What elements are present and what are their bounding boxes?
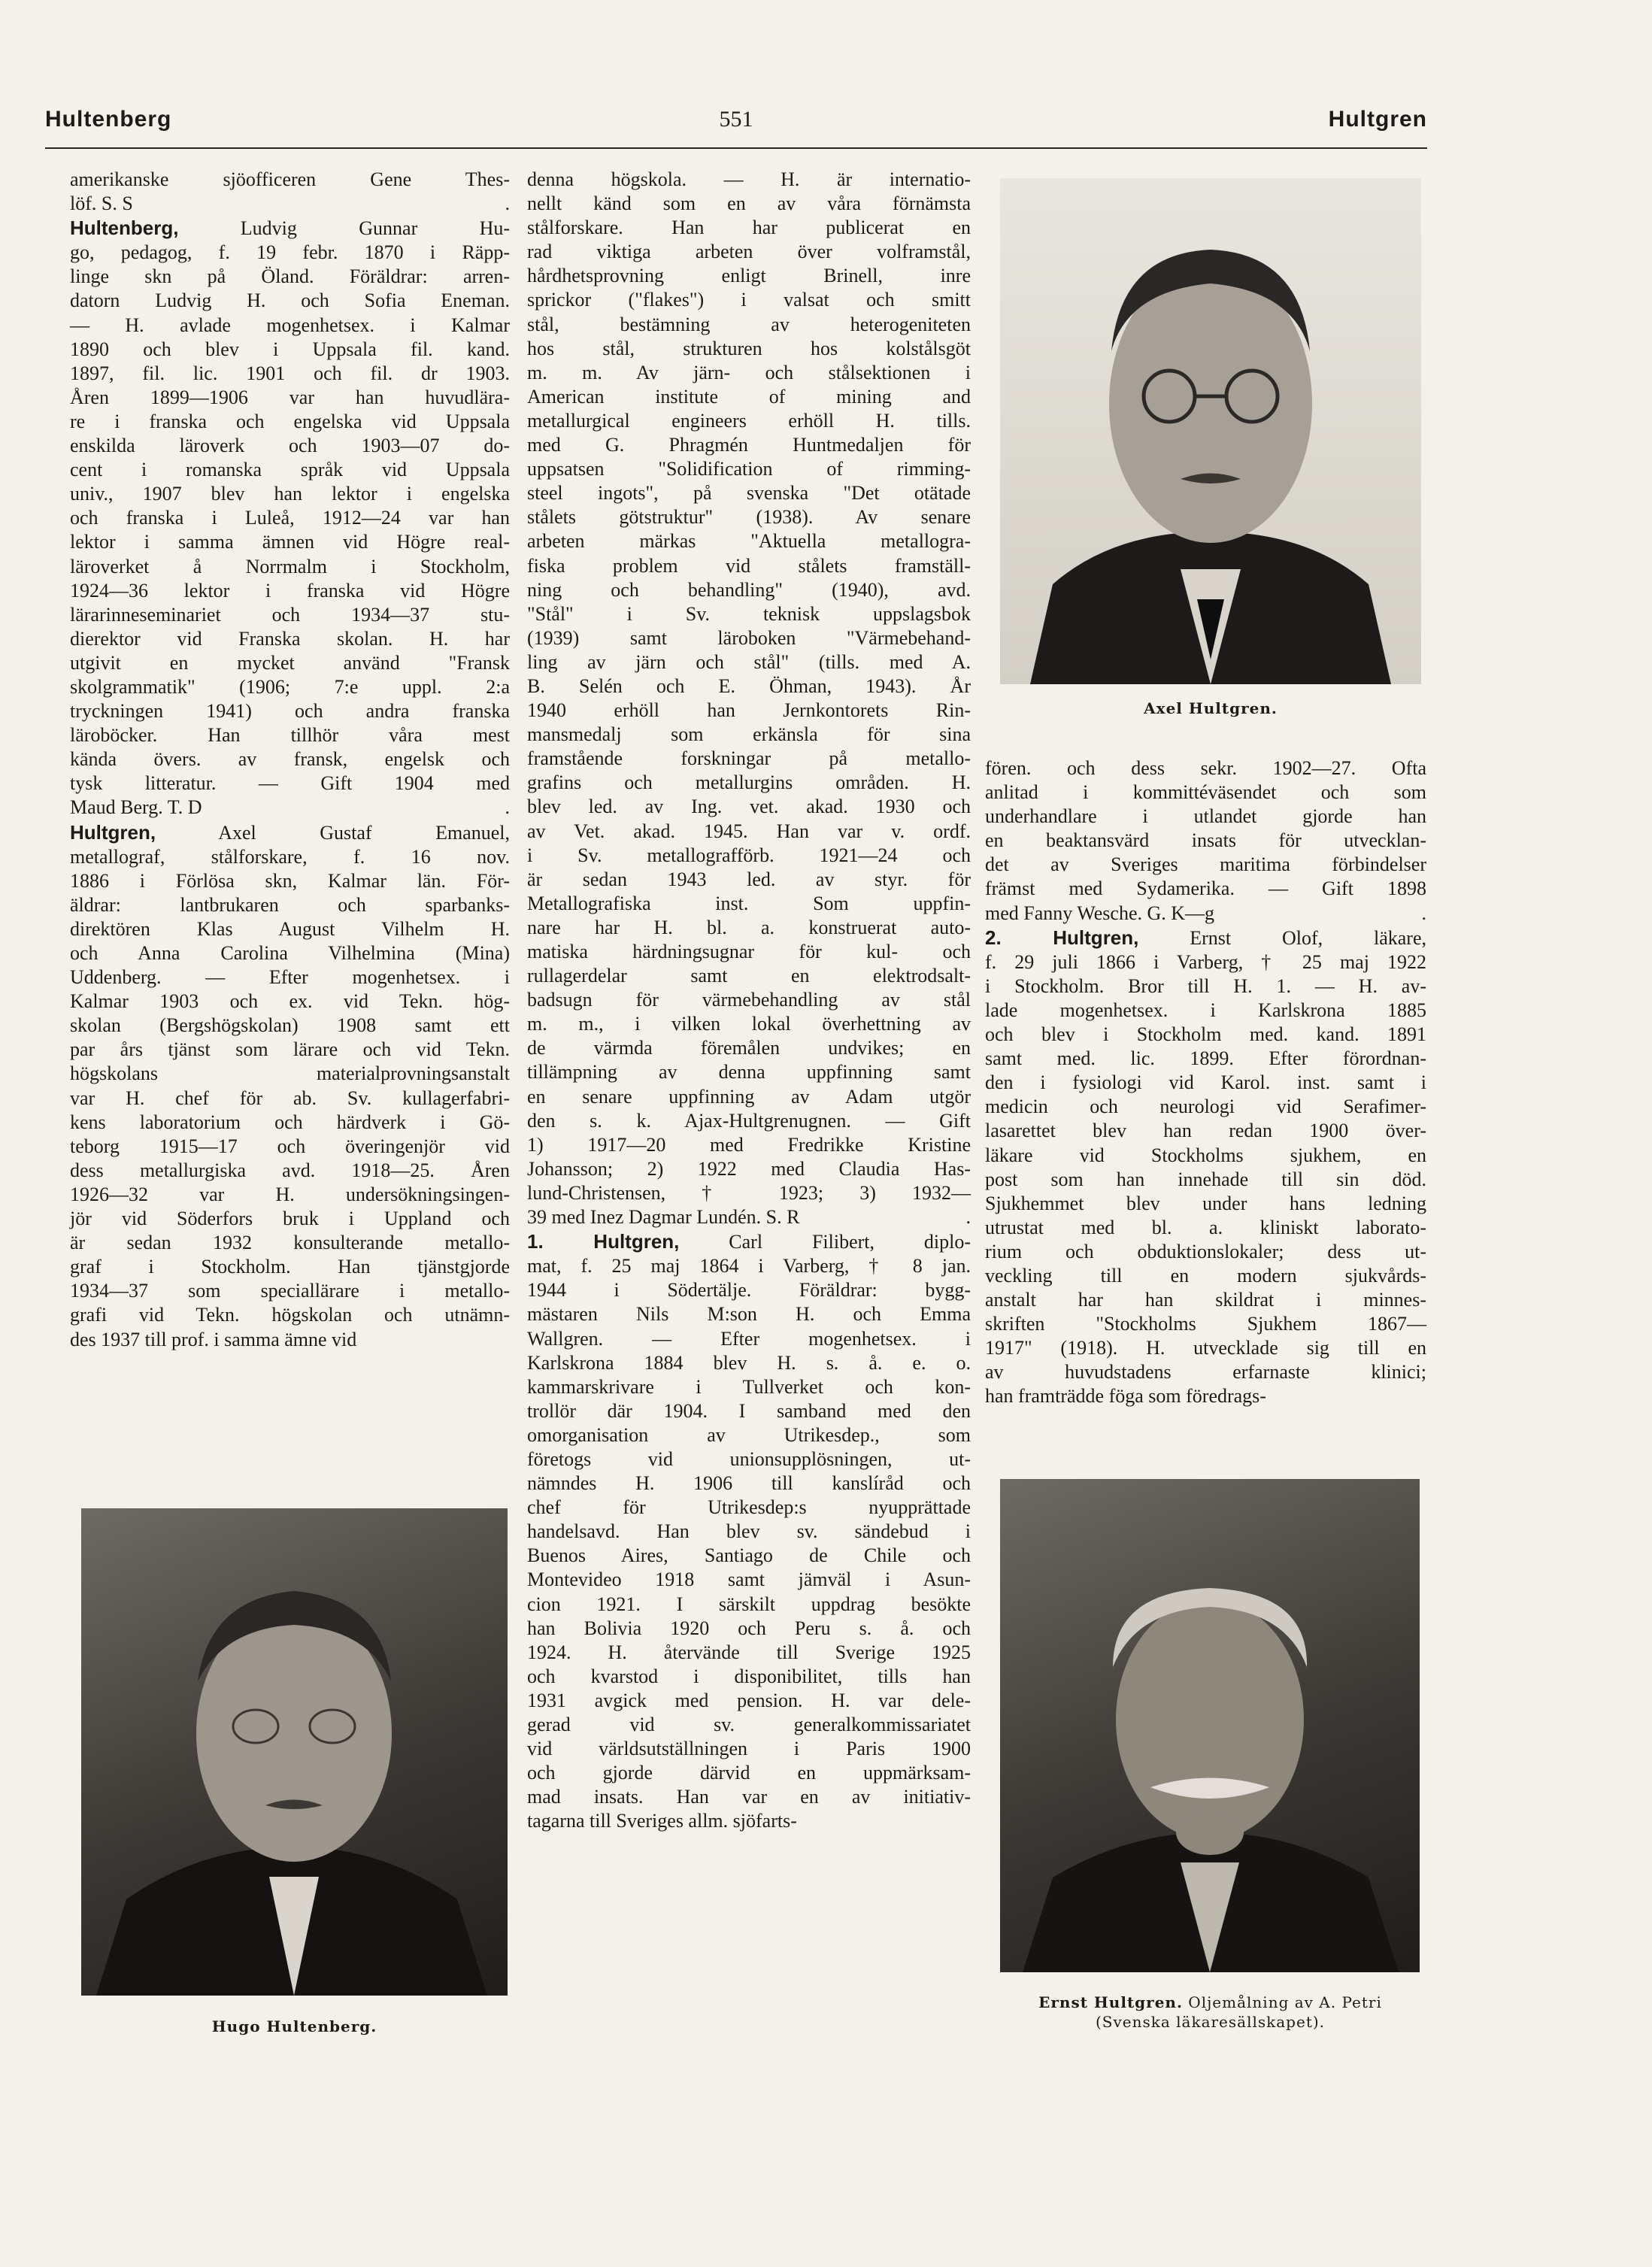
text-line: univ., 1907 blev han lektor i engelska [70, 483, 510, 505]
text-line: lund-Christensen, † 1923; 3) 1932— [527, 1181, 971, 1204]
text-line: och blev i Stockholm med. kand. 1891 [985, 1023, 1426, 1046]
text-line: och franska i Luleå, 1912—24 var han [70, 507, 510, 529]
text-line: nare har H. bl. a. konstruerat auto- [527, 916, 971, 938]
text-line: rium och obduktionslokaler; dess ut- [985, 1240, 1426, 1262]
text-line: i Sv. metallografförb. 1921—24 och [527, 844, 971, 866]
header-right-keyword: Hultgren [1328, 107, 1427, 132]
text-line: go, pedagog, f. 19 febr. 1870 i Räpp- [70, 241, 510, 264]
text-column-3 [985, 756, 1426, 1409]
text-line: 39 med Inez Dagmar Lundén. S. R . [527, 1206, 971, 1229]
text-line: Johansson; 2) 1922 med Claudia Has- [527, 1157, 971, 1180]
text-line: utrustat med bl. a. kliniskt laborato- [985, 1216, 1426, 1238]
text-line: teborg 1915—17 och överingenjör vid [70, 1135, 510, 1157]
text-line: skriften "Stockholms Sjukhem 1867— [985, 1313, 1426, 1335]
text-line: skolgrammatik" (1906; 7:e uppl. 2:a [70, 675, 510, 698]
text-line: hårdhetsprovning enligt Brinell, inre [527, 265, 971, 287]
text-line: han framträdde föga som föredrags- [985, 1385, 1266, 1408]
text-line: vid världsutställningen i Paris 1900 [527, 1738, 971, 1760]
text-line: grafins och metallurgins områden. H. [527, 771, 971, 794]
text-line: Hultgren, Axel Gustaf Emanuel, [70, 820, 510, 844]
caption-ernst-name: Ernst Hultgren. [1038, 1993, 1183, 2011]
text-line: stål, bestämning av heterogeniteten [527, 313, 971, 335]
text-line: 1944 i Södertälje. Föräldrar: bygg- [527, 1279, 971, 1302]
text-line: 1897, fil. lic. 1901 och fil. dr 1903. [70, 362, 510, 384]
text-line: — H. avlade mogenhetsex. i Kalmar [70, 314, 510, 336]
text-line: dess metallurgiska avd. 1918—25. Åren [70, 1159, 510, 1181]
caption-ernst-line2: (Svenska läkaresällskapet). [1095, 2013, 1326, 2031]
text-line: omorganisation av Utrikesdep., som [527, 1423, 971, 1446]
text-line: Sjukhemmet blev under hans ledning [985, 1192, 1426, 1214]
caption-axel: Axel Hultgren. [1144, 699, 1278, 717]
text-line: arbeten märkas "Aktuella metallogra- [527, 530, 971, 553]
text-line: högskolans materialprovningsanstalt [70, 1062, 510, 1085]
caption-hugo: Hugo Hultenberg. [211, 2017, 377, 2035]
text-line: denna högskola. — H. är internatio- [527, 168, 971, 190]
text-line: 1. Hultgren, Carl Filibert, diplo- [527, 1230, 971, 1253]
text-line: 2. Hultgren, Ernst Olof, läkare, [985, 926, 1426, 949]
text-line: med Fanny Wesche. G. K—g . [985, 902, 1426, 924]
text-line: de värmda föremålen undvikes; en [527, 1037, 971, 1059]
text-line: mad insats. Han var en av initiativ- [527, 1786, 971, 1808]
text-line: Montevideo 1918 samt jämväl i Asun- [527, 1568, 971, 1591]
text-line: steel ingots", på svenska "Det otätade [527, 482, 971, 505]
text-line: cent i romanska språk vid Uppsala [70, 459, 510, 481]
text-line: nellt känd som en av våra förnämsta [527, 192, 971, 215]
text-line: fören. och dess sekr. 1902—27. Ofta [985, 757, 1426, 779]
text-line: det av Sveriges maritima förbindelser [985, 853, 1426, 876]
text-line: enskilda läroverk och 1903—07 do- [70, 435, 510, 457]
text-line: tysk litteratur. — Gift 1904 med [70, 772, 510, 795]
text-line: tillämpning av denna uppfinning samt [527, 1061, 971, 1083]
text-line: 1926—32 var H. undersökningsingen- [70, 1183, 510, 1205]
text-line: graf i Stockholm. Han tjänstgjorde [70, 1256, 510, 1278]
text-line: var H. chef för ab. Sv. kullagerfabri- [70, 1087, 510, 1109]
text-line: tagarna till Sveriges allm. sjöfarts- [527, 1810, 797, 1832]
text-column-2 [527, 168, 971, 1833]
text-line: främst med Sydamerika. — Gift 1898 [985, 877, 1426, 900]
text-line: grafi vid Tekn. högskolan och utnämn- [70, 1304, 510, 1326]
text-line: en senare uppfinning av Adam utgör [527, 1085, 971, 1108]
text-line: sprickor ("flakes") i valsat och smitt [527, 289, 971, 311]
text-line: framstående forskningar på metallo- [527, 747, 971, 770]
text-line: 1917" (1918). H. utvecklade sig till en [985, 1337, 1426, 1359]
text-line: samt med. lic. 1899. Efter förordnan- [985, 1047, 1426, 1070]
text-line: företogs vid unionsupplösningen, ut- [527, 1447, 971, 1470]
text-line: m. m., i vilken lokal överhettning av [527, 1013, 971, 1035]
text-line: American institute of mining and [527, 385, 971, 408]
text-line: lektor i samma ämnen vid Högre real- [70, 531, 510, 553]
text-line: matiska härdningsugnar för kul- och [527, 941, 971, 962]
text-line: 1924—36 lektor i franska vid Högre [70, 579, 510, 602]
text-line: och gjorde därvid en uppmärksam- [527, 1762, 971, 1784]
text-line: Hultenberg, Ludvig Gunnar Hu- [70, 217, 510, 240]
text-line: ning och behandling" (1940), avd. [527, 578, 971, 601]
text-line: stålets götstruktur" (1938). Av senare [527, 506, 971, 529]
text-line: lärarinneseminariet och 1934—37 stu- [70, 603, 510, 626]
text-line: med G. Phragmén Huntmedaljen för [527, 434, 971, 456]
text-line: metallograf, stålforskare, f. 16 nov. [70, 845, 510, 868]
text-line: (1939) samt läroboken "Värmebehand- [527, 626, 971, 649]
text-line: är sedan 1932 konsulterande metallo- [70, 1232, 510, 1254]
text-line: gerad vid sv. generalkommissariatet [527, 1714, 971, 1735]
text-line: hos stål, strukturen hos kolstålsgöt [527, 337, 971, 359]
text-line: lasarettet blev han redan 1900 över- [985, 1120, 1426, 1142]
text-line: utgivit en mycket använd "Fransk [70, 651, 510, 674]
text-line: 1) 1917—20 med Fredrikke Kristine [527, 1133, 971, 1156]
text-line: metallurgical engineers erhöll H. tills. [527, 409, 971, 432]
text-line: dierektor vid Franska skolan. H. har [70, 627, 510, 650]
text-line: uppsatsen "Solidification of rimming- [527, 458, 971, 480]
text-line: anstalt har han skildrat i minnes- [985, 1289, 1426, 1311]
text-line: ling av järn och stål" (tills. med A. [527, 650, 971, 673]
text-line: och Anna Carolina Vilhelmina (Mina) [70, 942, 510, 964]
text-line: äldrar: lantbrukaren och sparbanks- [70, 893, 510, 916]
portrait-ernst-hultgren [1000, 1479, 1420, 1972]
text-line: är sedan 1943 led. av styr. för [527, 868, 971, 890]
text-line: mästaren Nils M:son H. och Emma [527, 1303, 971, 1326]
text-line: skolan (Bergshögskolan) 1908 samt ett [70, 1014, 510, 1037]
text-line: f. 29 juli 1866 i Varberg, † 25 maj 1922 [985, 950, 1426, 973]
text-line: jör vid Söderfors bruk i Uppland och [70, 1208, 510, 1230]
text-line: tryckningen 1941) och andra franska [70, 700, 510, 723]
text-line: och kvarstod i disponibilitet, tills han [527, 1665, 971, 1687]
text-line: Uddenberg. — Efter mogenhetsex. i [70, 966, 510, 989]
text-line: fiska problem vid stålets framställ- [527, 554, 971, 577]
text-line: veckling till en modern sjukvårds- [985, 1264, 1426, 1287]
text-line: 1890 och blev i Uppsala fil. kand. [70, 338, 510, 360]
text-line: chef för Utrikesdep:s nyupprättade [527, 1496, 971, 1519]
text-line: Åren 1899—1906 var han huvudlära- [70, 386, 510, 408]
page-number: 551 [719, 107, 753, 132]
text-line: m. m. Av järn- och stålsektionen i [527, 361, 971, 383]
text-line: direktören Klas August Vilhelm H. [70, 917, 510, 940]
text-line: läroböcker. Han tillhör våra mest [70, 724, 510, 747]
text-line: Metallografiska inst. Som uppfin- [527, 892, 971, 914]
text-line: mat, f. 25 maj 1864 i Varberg, † 8 jan. [527, 1255, 971, 1277]
text-line: Buenos Aires, Santiago de Chile och [527, 1544, 971, 1567]
text-line: rullagerdelar samt en elektrodsalt- [527, 965, 971, 987]
text-line: anlitad i kommittéväsendet och som [985, 781, 1426, 804]
text-line: kammarskrivare i Tullverket och kon- [527, 1375, 971, 1398]
text-line: par års tjänst som lärare och vid Tekn. [70, 1038, 510, 1061]
text-line: lade mogenhetsex. i Karlskrona 1885 [985, 999, 1426, 1021]
text-line: 1924. H. återvände till Sverige 1925 [527, 1641, 971, 1663]
text-line: han Bolivia 1920 och Peru s. å. och [527, 1617, 971, 1639]
text-line: den i fysiologi vid Karol. inst. samt i [985, 1071, 1426, 1094]
text-line: 1940 erhöll han Jernkontorets Rin- [527, 699, 971, 722]
portrait-axel-hultgren [1000, 178, 1421, 684]
text-line: linge skn på Öland. Föräldrar: arren- [70, 265, 510, 288]
text-line: handelsavd. Han blev sv. sändebud i [527, 1520, 971, 1543]
text-line: underhandlare i utlandet gjorde han [985, 805, 1426, 828]
text-line: stålforskare. Han har publicerat en [527, 217, 971, 239]
header-left-keyword: Hultenberg [45, 107, 172, 132]
text-column-1 [70, 168, 510, 1352]
text-line: en beaktansvärd insats för utvecklan- [985, 829, 1426, 852]
page-header [45, 107, 1427, 143]
text-line: löf. S. S . [70, 192, 510, 215]
text-line: kens laboratorium och härdverk i Gö- [70, 1111, 510, 1133]
text-line: 1934—37 som speciallärare i metallo- [70, 1280, 510, 1302]
text-line: post som han innehade till sin död. [985, 1168, 1426, 1190]
text-line: Kalmar 1903 och ex. vid Tekn. hög- [70, 990, 510, 1013]
text-line: badsugn för värmebehandling av stål [527, 989, 971, 1011]
header-rule [45, 147, 1427, 149]
text-line: Maud Berg. T. D . [70, 796, 510, 819]
text-line: i Stockholm. Bror till H. 1. — H. av- [985, 974, 1426, 997]
text-line: B. Selén och E. Öhman, 1943). År [527, 674, 971, 697]
text-line: av Vet. akad. 1945. Han var v. ordf. [527, 820, 971, 842]
text-line: blev led. av Ing. vet. akad. 1930 och [527, 796, 971, 818]
text-line: Wallgren. — Efter mogenhetsex. i [527, 1327, 971, 1350]
text-line: kända övers. av fransk, engelsk och [70, 748, 510, 771]
portrait-hugo-hultenberg [81, 1508, 508, 1996]
text-line: den s. k. Ajax-Hultgrenugnen. — Gift [527, 1109, 971, 1132]
text-line: Karlskrona 1884 blev H. s. å. e. o. [527, 1351, 971, 1374]
text-line: av huvudstadens erfarnaste klinici; [985, 1361, 1426, 1384]
text-line: läkare vid Stockholms sjukhem, en [985, 1144, 1426, 1166]
text-line: rad viktiga arbeten över volframstål, [527, 241, 971, 263]
text-line: nämndes H. 1906 till kanslíråd och [527, 1472, 971, 1495]
text-line: cion 1921. I särskilt uppdrag besökte [527, 1593, 971, 1615]
text-line: re i franska och engelska vid Uppsala [70, 410, 510, 432]
text-line: des 1937 till prof. i samma ämne vid [70, 1328, 357, 1350]
text-line: 1931 avgick med pension. H. var dele- [527, 1689, 971, 1711]
text-line: läroverket å Norrmalm i Stockholm, [70, 555, 510, 577]
caption-ernst [987, 1993, 1433, 2032]
text-line: mansmedalj som erkänsla för sina [527, 723, 971, 746]
text-line: "Stål" i Sv. teknisk uppslagsbok [527, 602, 971, 625]
text-line: trollör där 1904. I samband med den [527, 1399, 971, 1422]
caption-ernst-source: Oljemålning av A. Petri [1188, 1993, 1382, 2011]
text-line: amerikanske sjöofficeren Gene Thes- [70, 168, 510, 190]
text-line: datorn Ludvig H. och Sofia Eneman. [70, 289, 510, 312]
text-line: 1886 i Förlösa skn, Kalmar län. För- [70, 869, 510, 892]
text-line: medicin och neurologi vid Serafimer- [985, 1096, 1426, 1118]
